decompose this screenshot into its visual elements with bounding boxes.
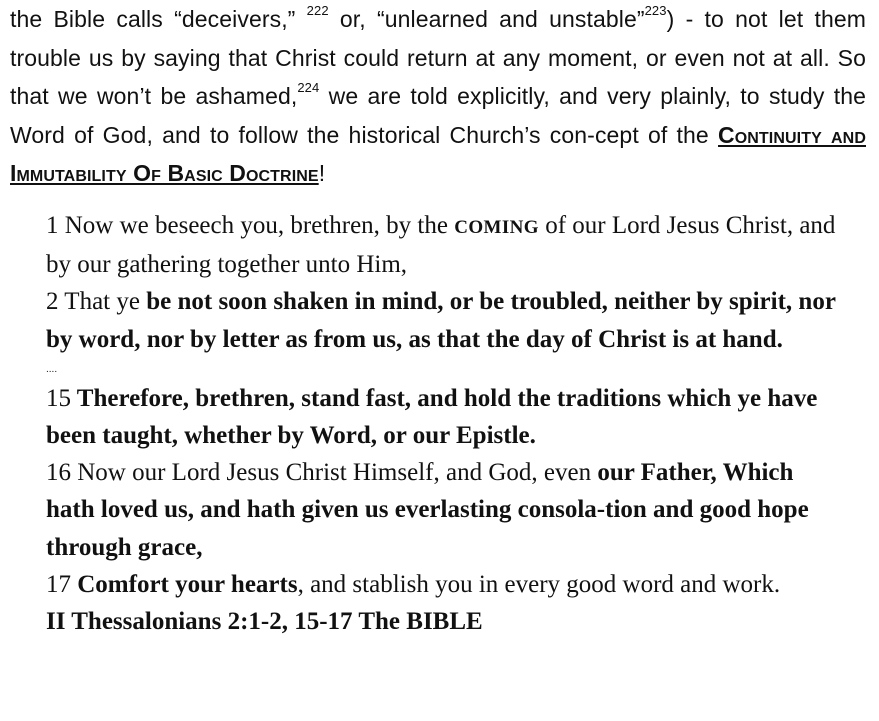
verse-16	[46, 454, 836, 566]
verse-number: 1	[46, 212, 59, 239]
footnote-ref-223[interactable]: 223	[644, 3, 667, 19]
verse-emphasis-coming: COMING	[454, 217, 539, 238]
verse-bold-text: Therefore, brethren, stand fast, and hold the traditions which ye have been taught, whether by Word, or our Epistle.	[46, 384, 818, 450]
verse-number: 2	[46, 288, 59, 316]
verse-bold-text: be not soon shaken in mind, or be troubled, neither by spirit, nor by word, nor by letter as from us, as that the day of Christ is at hand.	[46, 288, 836, 353]
verse-number: 16	[46, 459, 71, 487]
intro-text-1: the Bible calls “deceivers,”	[10, 6, 307, 32]
verse-text: , and stablish you in every good word and work.	[297, 570, 781, 598]
intro-text-3: ) - to not let them trouble us by saying that Christ could return at any moment, or even not at all. So that we won’t be ashamed,	[10, 6, 867, 109]
intro-text-2: or, “unlearned and unstable”	[328, 6, 645, 32]
verse-number: 15	[46, 384, 71, 412]
verse-text: Now we beseech you, brethren, by the	[58, 212, 455, 239]
intro-text-5: !	[318, 160, 326, 186]
intro-text-4: we are told explicitly, and very plainly, to study the Word of God, and to follow the historical Church’s con-cept of the	[10, 83, 866, 148]
scripture-citation: II Thessalonians 2:1-2, 15-17 The BIBLE	[46, 608, 483, 636]
doctrine-title: Continuity and Immutability Of Basic Doctrine	[10, 121, 866, 186]
scripture-quote-block	[46, 207, 836, 640]
verse-17	[46, 566, 836, 603]
verse-bold-text: Comfort your hearts	[71, 570, 298, 598]
verse-15	[46, 380, 836, 454]
omission-marker: ....	[46, 363, 58, 375]
verse-text: That ye	[58, 288, 147, 316]
verse-text: Now our Lord Jesus Christ Himself, and God, even	[71, 459, 598, 487]
verse-bold-text: our Father, Which hath loved us, and hath given us everlasting consola-tion and good hope through grace,	[46, 459, 809, 561]
footnote-ref-224[interactable]: 224	[297, 80, 320, 96]
verse-2	[46, 283, 836, 357]
footnote-ref-222[interactable]: 222	[306, 3, 329, 19]
intro-paragraph	[10, 0, 866, 193]
verse-number: 17	[46, 570, 71, 598]
verse-text: of our Lord Jesus Christ, and by our gathering together unto Him,	[46, 212, 836, 279]
verse-1	[46, 207, 836, 283]
